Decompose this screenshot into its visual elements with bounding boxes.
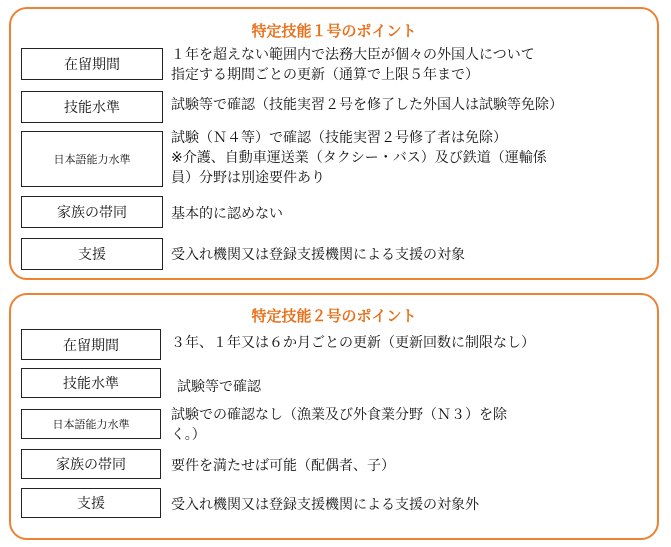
skill-2-panel bbox=[9, 293, 659, 540]
label-family: 家族の帯同 bbox=[21, 196, 163, 228]
panel-title: 特定技能１号のポイント bbox=[251, 22, 417, 40]
label-skill-level: 技能水準 bbox=[21, 368, 161, 398]
label-residence-period: 在留期間 bbox=[21, 329, 161, 360]
panel-title: 特定技能２号のポイント bbox=[251, 307, 417, 325]
desc-family: 要件を満たせば可能（配偶者、子） bbox=[171, 458, 395, 474]
skill-1-panel bbox=[9, 7, 659, 280]
label-support: 支援 bbox=[21, 488, 161, 518]
desc-japanese-level: 試験での確認なし（漁業及び外食業分野（Ｎ３）を除 く。） bbox=[171, 407, 507, 443]
desc-japanese-level: 試験（Ｎ４等）で確認（技能実習２号修了者は免除） ※介護、自動車運送業（タクシー・バス）及び鉄道（運輸係 員）分野は別途要件あり bbox=[171, 130, 547, 186]
desc-skill-level: 試験等で確認 bbox=[177, 379, 261, 395]
desc-support: 受入れ機関又は登録支援機関による支援の対象 bbox=[171, 247, 465, 263]
label-family: 家族の帯同 bbox=[21, 449, 161, 479]
desc-support: 受入れ機関又は登録支援機関による支援の対象外 bbox=[171, 497, 479, 513]
label-skill-level: 技能水準 bbox=[21, 91, 163, 123]
desc-family: 基本的に認めない bbox=[171, 206, 283, 222]
label-support: 支援 bbox=[21, 238, 163, 270]
label-japanese-level: 日本語能力水準 bbox=[21, 409, 161, 439]
desc-residence-period: １年を超えない範囲内で法務大臣が個々の外国人について 指定する期間ごとの更新（通算で上限５年まで） bbox=[171, 47, 535, 83]
label-japanese-level: 日本語能力水準 bbox=[21, 131, 163, 187]
desc-residence-period: ３年、１年又は６か月ごとの更新（更新回数に制限なし） bbox=[171, 335, 535, 351]
desc-skill-level: 試験等で確認（技能実習２号を修了した外国人は試験等免除） bbox=[171, 97, 563, 113]
label-residence-period: 在留期間 bbox=[21, 48, 163, 80]
